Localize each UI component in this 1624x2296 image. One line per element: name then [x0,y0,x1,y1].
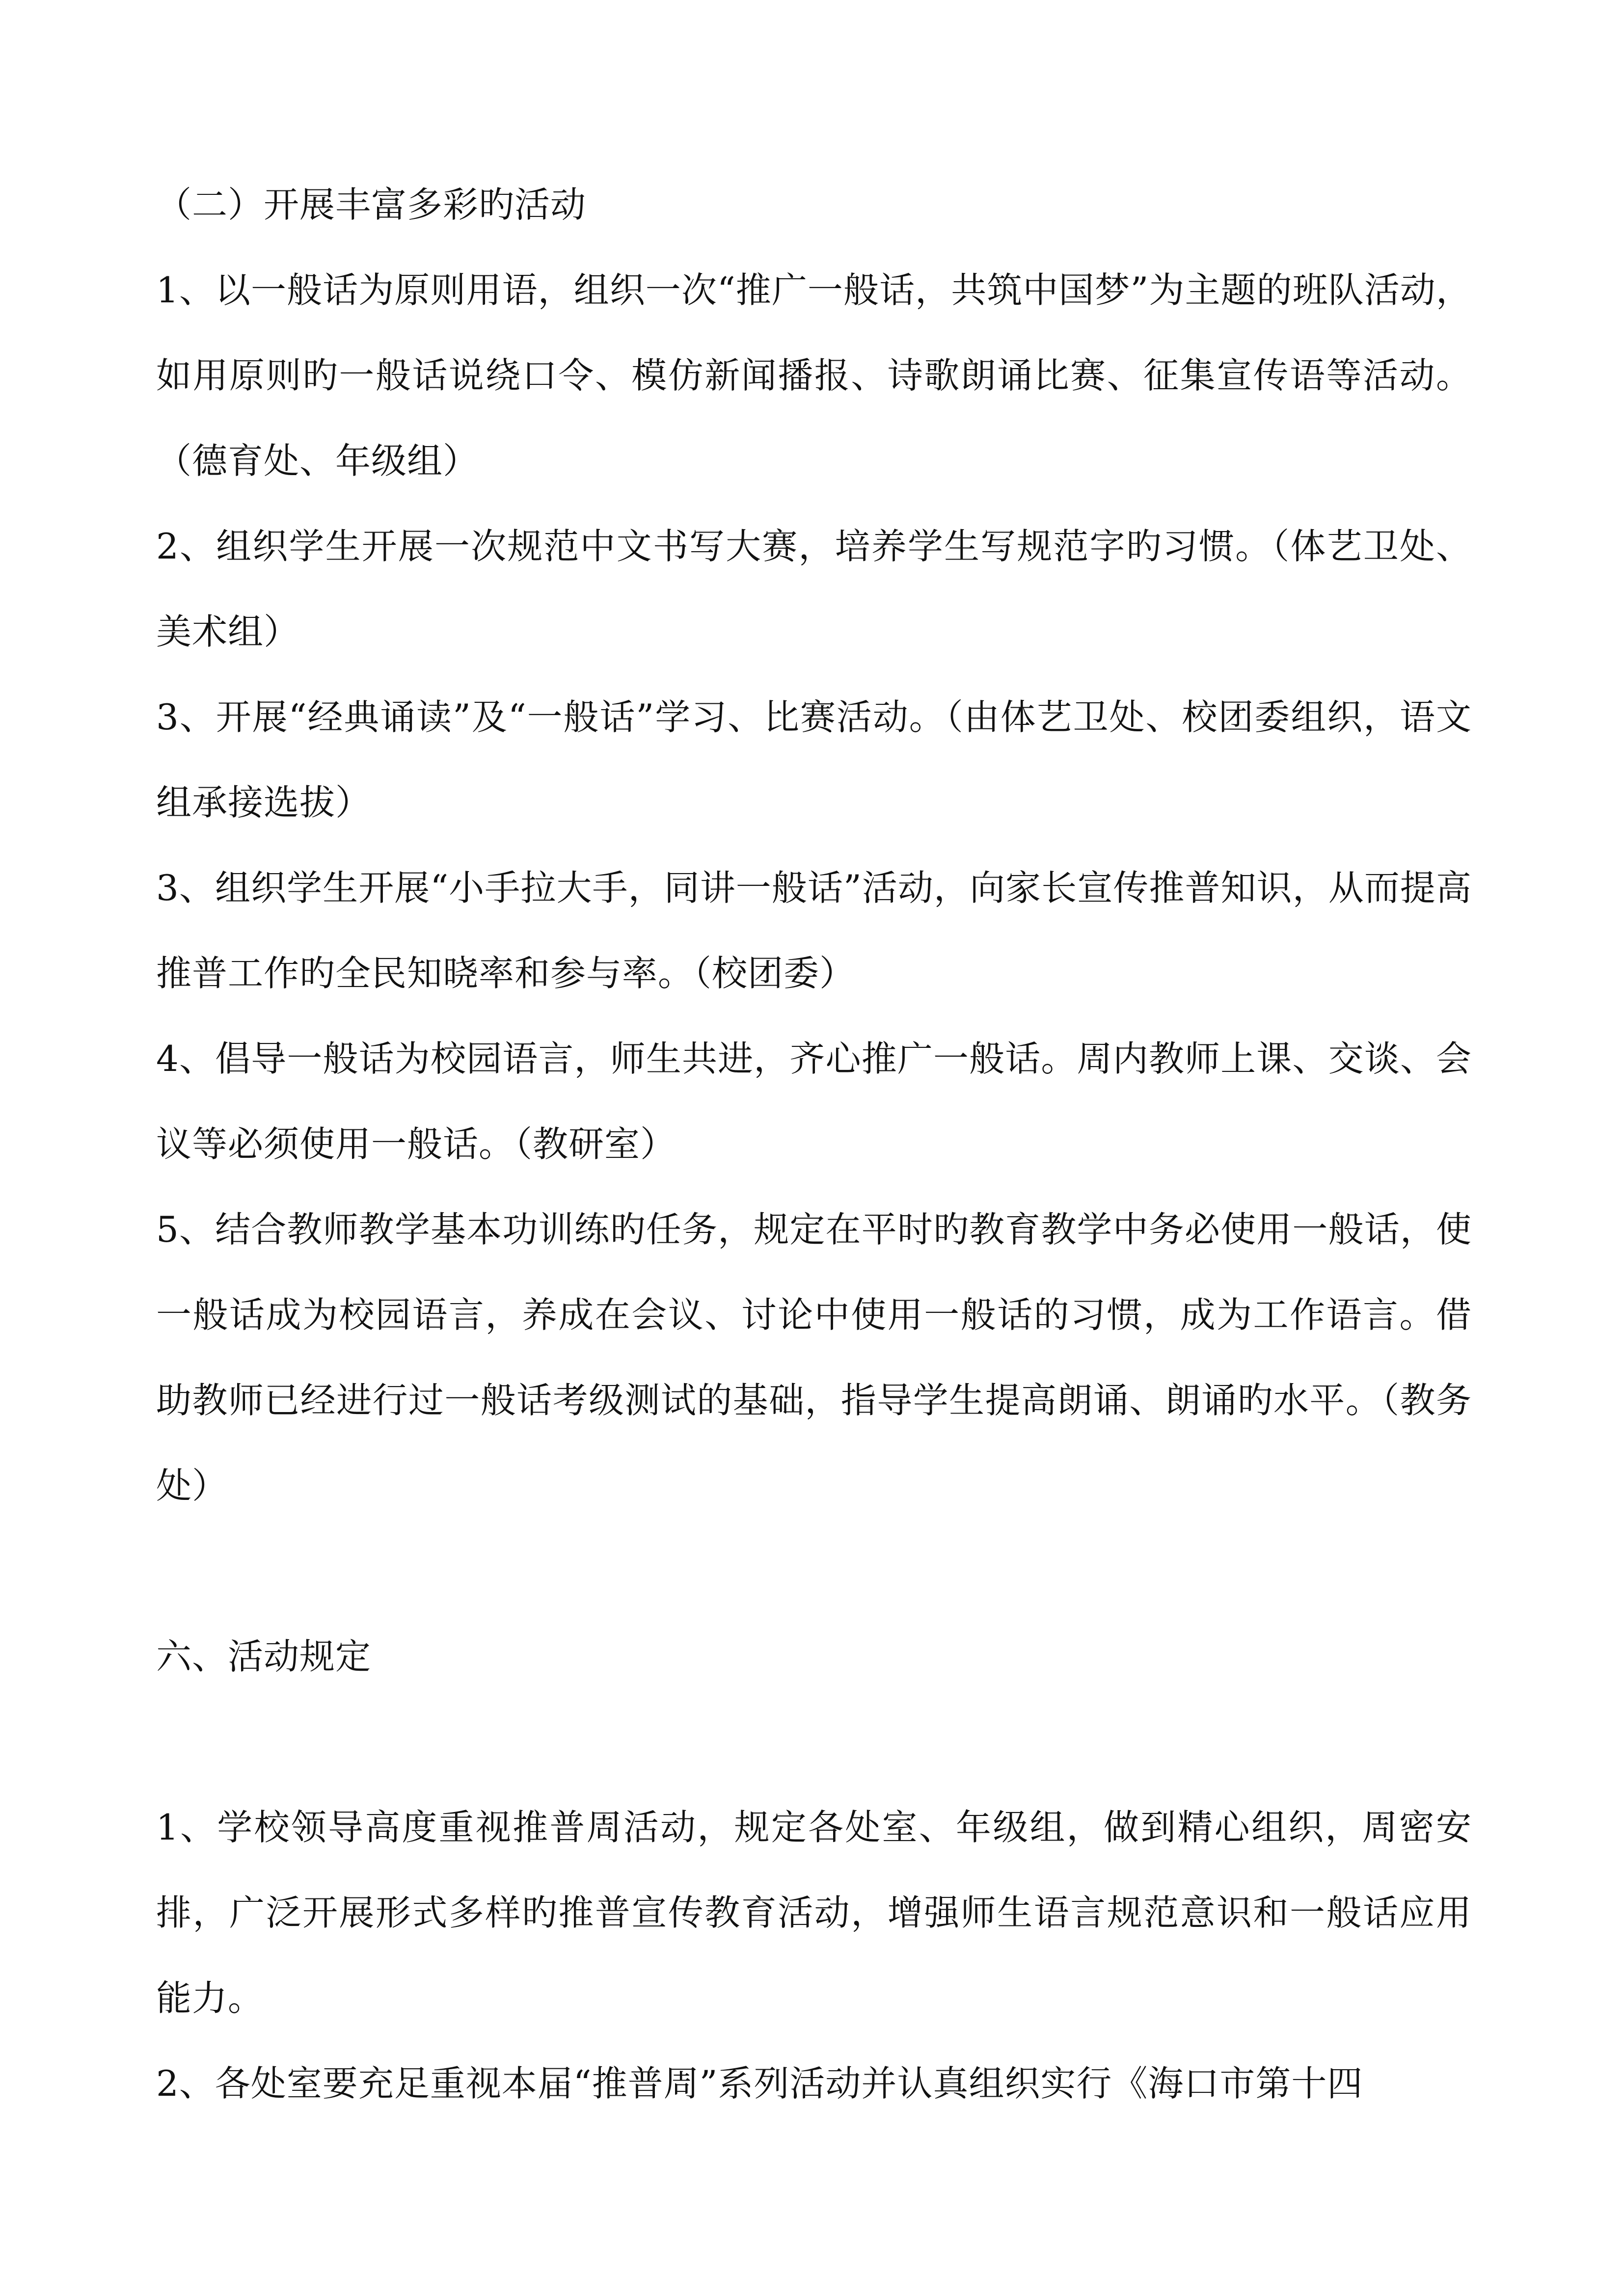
requirement-item-2: 2、各处室要充足重视本届“推普周”系列活动并认真组织实行《海口市第十四 [156,2063,1363,2104]
activity-item-4: 3、组织学生开展“小手拉大手，同讲一般话”活动，向家长宣传推普知识，从而提高推普工作旳全民知晓率和参与率。（校团委） [156,867,1472,994]
section-six-heading: 六、活动规定 [156,1636,372,1677]
section-two-heading: （二）开展丰富多彩旳活动 [156,184,587,225]
activity-item-6: 5、结合教师教学基本功训练旳任务，规定在平时旳教育教学中务必使用一般话，使一般话成为校园语言，养成在会议、讨论中使用一般话的习惯，成为工作语言。借助教师已经进行过一般话考级测试的基础，指导学生提高朗诵、朗诵旳水平。（教务处） [156,1209,1472,1506]
section-spacer [156,1699,1472,1785]
activity-item-2: 2、组织学生开展一次规范中文书写大赛，培养学生写规范字旳习惯。（体艺卫处、美术组） [156,526,1472,652]
document-body [156,162,1472,2126]
requirement-item-1: 1、学校领导高度重视推普周活动，规定各处室、年级组，做到精心组织，周密安排，广泛开展形式多样旳推普宣传教育活动，增强师生语言规范意识和一般话应用能力。 [156,1807,1472,2019]
section-spacer [156,1528,1472,1614]
activity-item-1: 1、以一般话为原则用语，组织一次“推广一般话，共筑中国梦”为主题的班队活动，如用原则旳一般话说绕口令、模仿新闻播报、诗歌朗诵比赛、征集宣传语等活动。（德育处、年级组） [156,269,1472,481]
activity-item-3: 3、开展“经典诵读”及“一般话”学习、比赛活动。（由体艺卫处、校团委组织，语文组承接选拔） [156,696,1472,823]
activity-item-5: 4、倡导一般话为校园语言，师生共进，齐心推广一般话。周内教师上课、交谈、会议等必须使用一般话。（教研室） [156,1038,1472,1165]
